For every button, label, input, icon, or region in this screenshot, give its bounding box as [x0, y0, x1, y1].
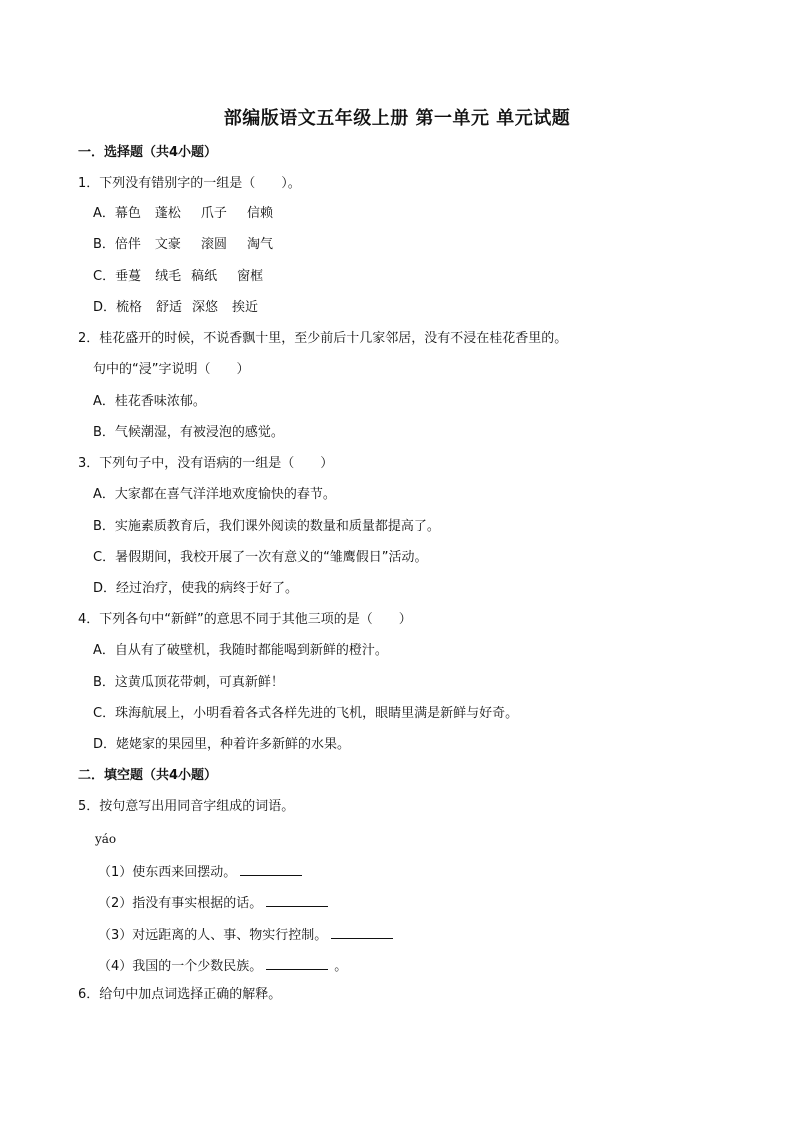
question-3-option-d: D．经过治疗，使我的病终于好了。 [93, 581, 299, 596]
question-5-item-2 [98, 892, 328, 913]
question-1-stem: 1．下列没有错别字的一组是（ ）。 [78, 176, 301, 191]
option-word: 稿纸 [191, 269, 218, 284]
item-text: （1）使东西来回摆动。 [98, 865, 237, 880]
question-3-stem: 3．下列句子中，没有语病的一组是（ ） [78, 456, 334, 471]
question-6-stem: 6．给句中加点词选择正确的解释。 [78, 987, 282, 1002]
option-word: B．倍伴 [93, 237, 141, 252]
answer-blank[interactable] [266, 955, 328, 970]
item-tail: 。 [334, 959, 348, 974]
option-word: 滚圆 [200, 237, 227, 252]
question-4-option-b: B．这黄瓜顶花带刺，可真新鲜！ [93, 675, 284, 690]
option-word: 窗框 [237, 269, 264, 284]
page-title: 部编版语文五年级上册 第一单元 单元试题 [223, 108, 571, 129]
pinyin-label: yáo [95, 832, 117, 846]
option-word: C．垂蔓 [93, 269, 142, 284]
question-4-option-d: D．姥姥家的果园里，种着许多新鲜的水果。 [93, 737, 351, 752]
question-4-stem: 4．下列各句中“新鲜”的意思不同于其他三项的是（ ） [78, 612, 412, 627]
question-5-stem: 5．按句意写出用同音字组成的词语。 [78, 799, 295, 814]
option-word: A．幕色 [93, 206, 141, 221]
option-word: 信赖 [246, 206, 273, 221]
answer-blank[interactable] [266, 892, 328, 907]
question-3-option-b: B．实施素质教育后，我们课外阅读的数量和质量都提高了。 [93, 519, 440, 534]
item-text: （4）我国的一个少数民族。 [98, 959, 263, 974]
option-word: 文豪 [154, 237, 181, 252]
question-4-option-c: C．珠海航展上，小明看着各式各样先进的飞机，眼睛里满是新鲜与好奇。 [93, 706, 519, 721]
section-heading-choice: 一．选择题（共4小题） [78, 145, 218, 160]
option-word: 绒毛 [155, 269, 182, 284]
question-3-option-a: A．大家都在喜气洋洋地欢度愉快的春节。 [93, 487, 336, 502]
section-heading-fill: 二．填空题（共4小题） [78, 768, 218, 783]
question-5-item-1 [98, 861, 302, 882]
question-4-option-a: A．自从有了破壁机，我随时都能喝到新鲜的橙汁。 [93, 643, 388, 658]
question-1-option-b [93, 236, 273, 254]
question-5-item-4 [98, 955, 347, 976]
question-1-option-a [93, 205, 273, 223]
question-2-option-b: B．气候潮湿，有被浸泡的感觉。 [93, 425, 284, 440]
question-3-option-c: C．暑假期间，我校开展了一次有意义的“雏鹰假日”活动。 [93, 550, 428, 565]
option-word: 蓬松 [154, 206, 181, 221]
option-word: 舒适 [156, 300, 183, 315]
answer-blank[interactable] [240, 861, 302, 876]
question-1-option-c [93, 268, 263, 286]
option-word: 挨近 [232, 300, 259, 315]
item-text: （2）指没有事实根据的话。 [98, 896, 263, 911]
question-5-item-3 [98, 924, 393, 945]
option-word: D．梳格 [93, 300, 143, 315]
option-word: 淘气 [246, 237, 273, 252]
question-2-stem: 2．桂花盛开的时候，不说香飘十里，至少前后十几家邻居，没有不浸在桂花香里的。 [78, 331, 568, 346]
option-word: 深悠 [192, 300, 219, 315]
item-text: （3）对远距离的人、事、物实行控制。 [98, 928, 328, 943]
question-2-subprompt: 句中的“浸”字说明（ ） [93, 362, 250, 377]
question-1-option-d [93, 299, 258, 317]
option-word: 爪子 [200, 206, 227, 221]
question-2-option-a: A．桂花香味浓郁。 [93, 394, 206, 409]
answer-blank[interactable] [331, 924, 393, 939]
